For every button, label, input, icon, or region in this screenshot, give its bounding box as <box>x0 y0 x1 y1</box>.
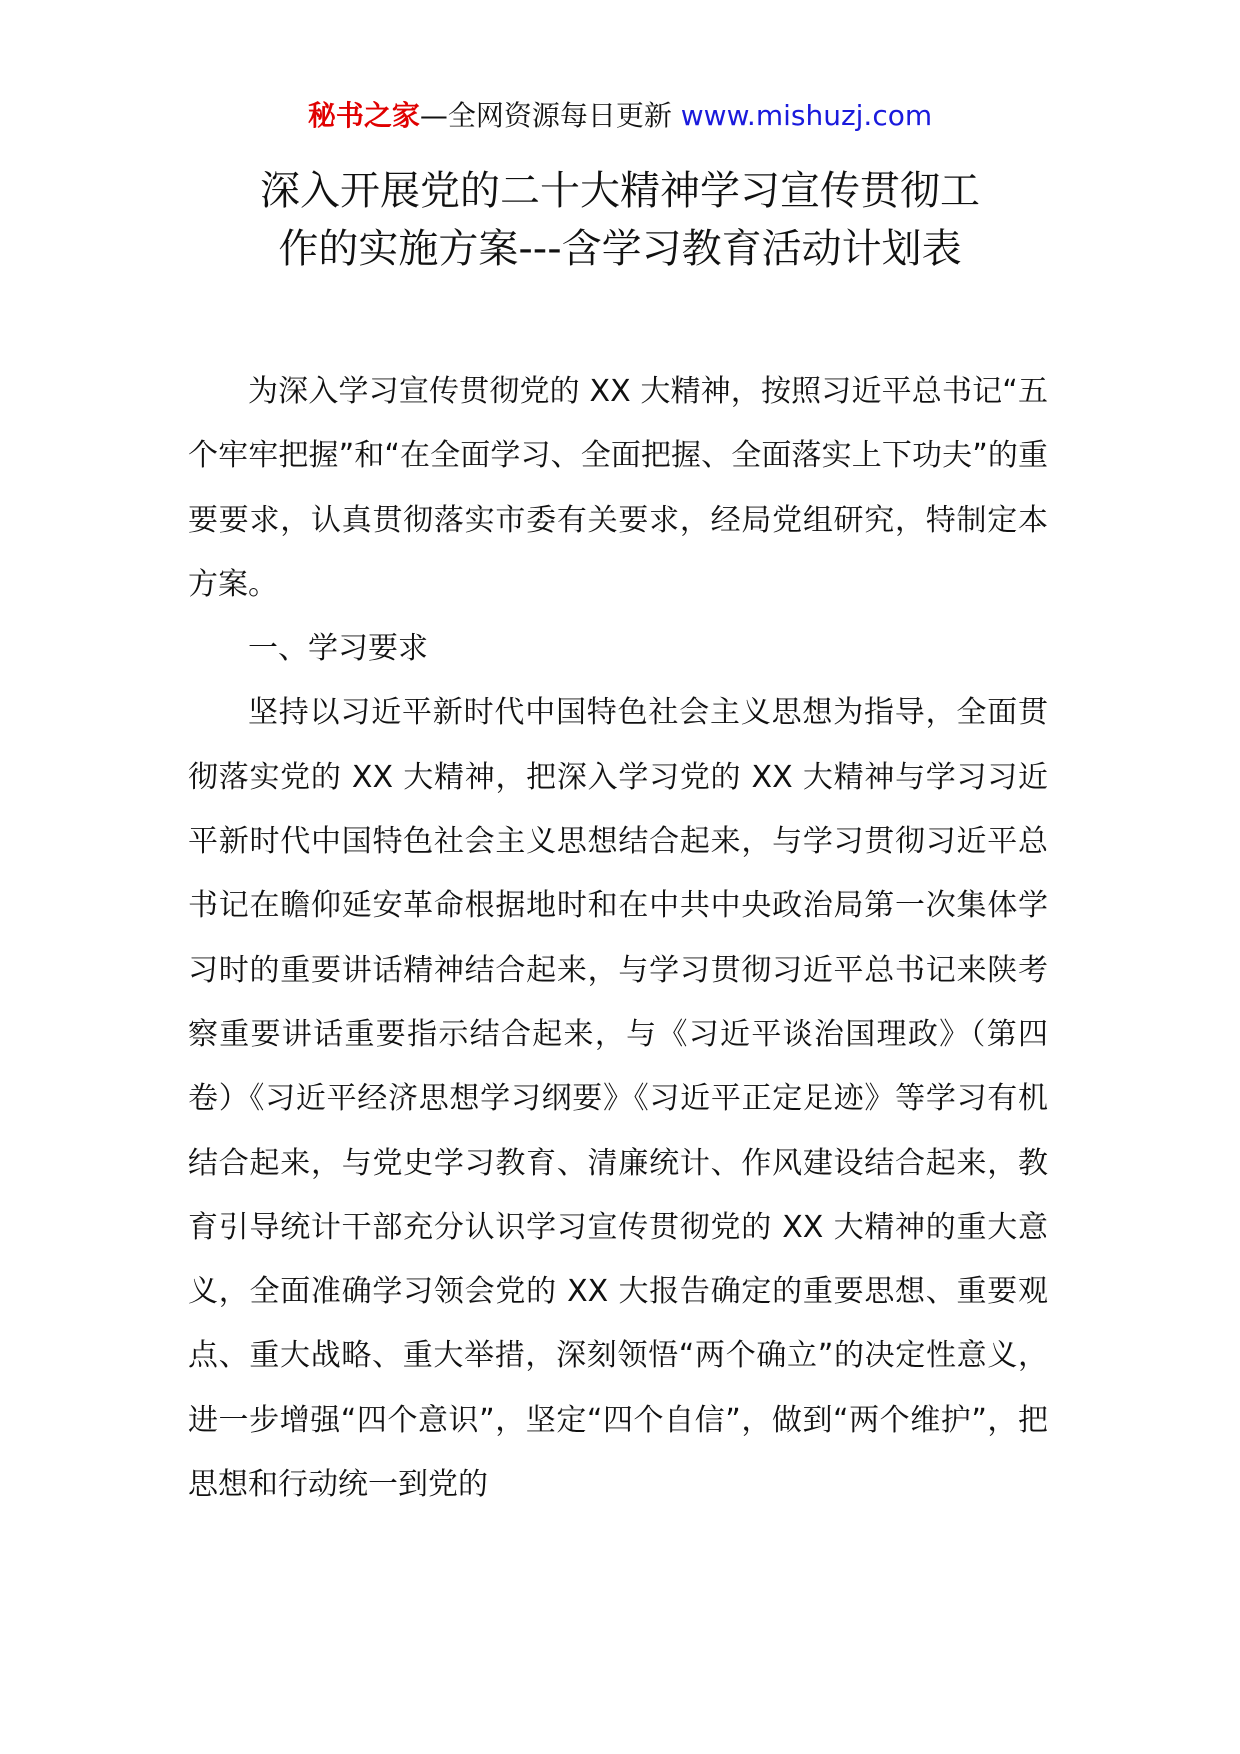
section-heading-study-requirements: 一、学习要求 <box>248 631 428 667</box>
section-paragraph-study-requirements: 坚持以习近平新时代中国特色社会主义思想为指导，全面贯彻落实党的 XX 大精神，把深入学习党的 XX 大精神与学习习近平新时代中国特色社会主义思想结合起来，与学习贯彻习近平总书记在瞻仰延安革命根据地时和在中共中央政治局第一次集体学习时的重要讲话精神结合起来，与学习贯彻习近平总书记来陕考察重要讲话重要指示结合起来，与《习近平谈治国理政》（第四卷）《习近平经济思想学习纲要》《习近平正定足迹》等学习有机结合起来，与党史学习教育、清廉统计、作风建设结合起来，教育引导统计干部充分认识学习宣传贯彻党的 XX 大精神的重大意义，全面准确学习领会党的 XX 大报告确定的重要思想、重要观点、重大战略、重大举措，深刻领悟“两个确立”的决定性意义，进一步增强“四个意识”，坚定“四个自信”，做到“两个维护”，把思想和行动统一到党的 <box>188 695 1048 1503</box>
site-url-link[interactable]: www.mishuzj.com <box>680 99 933 132</box>
site-header <box>0 96 1240 136</box>
document-title <box>160 162 1080 278</box>
document-body <box>188 360 1048 1517</box>
intro-paragraph: 为深入学习宣传贯彻党的 XX 大精神，按照习近平总书记“五个牢牢把握”和“在全面学习、全面把握、全面落实上下功夫”的重要要求，认真贯彻落实市委有关要求，经局党组研究，特制定本方案。 <box>188 374 1048 602</box>
site-brand: 秘书之家 <box>307 99 420 132</box>
title-line-2: 作的实施方案---含学习教育活动计划表 <box>278 226 962 272</box>
site-tagline: —全网资源每日更新 <box>419 99 681 132</box>
title-line-1: 深入开展党的二十大精神学习宣传贯彻工 <box>260 168 980 214</box>
